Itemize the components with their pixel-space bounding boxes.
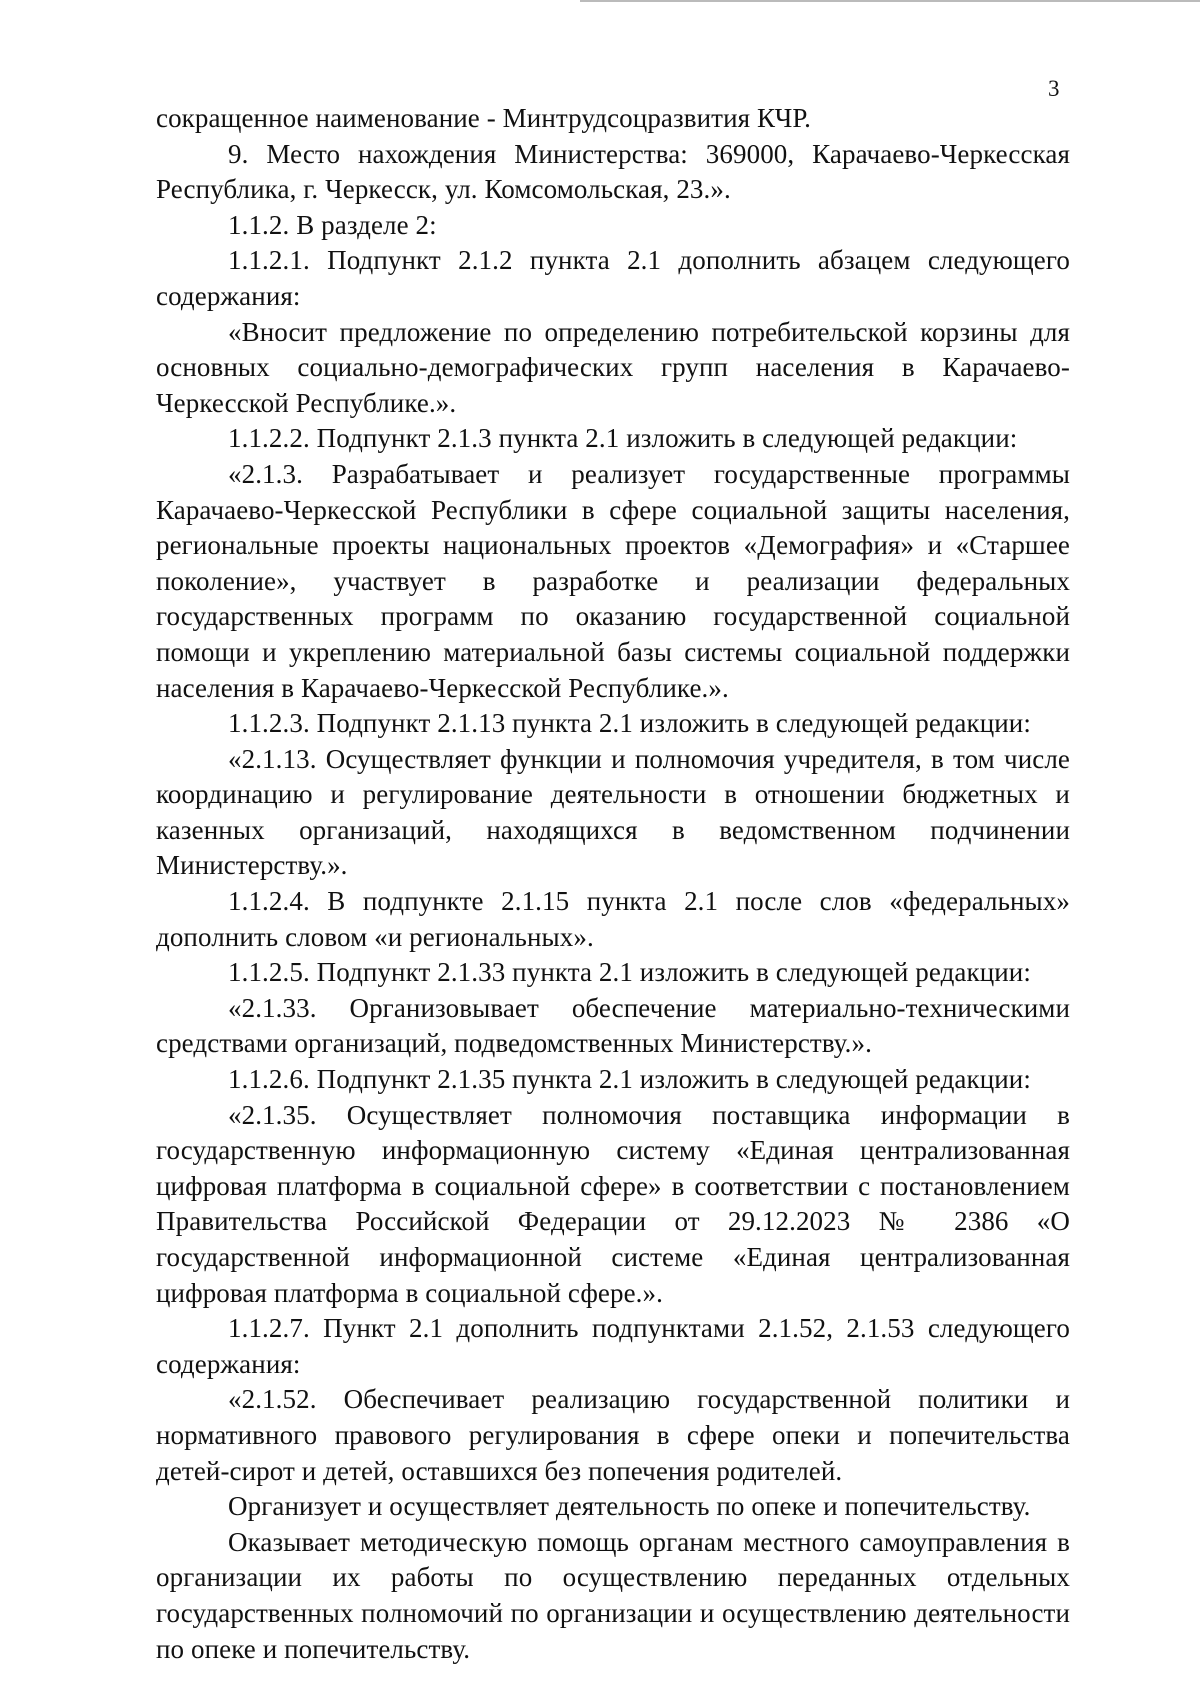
paragraph: «2.1.33. Организовывает обеспечение материально-техническими средствами организаций, подведомственных Министерству.». bbox=[156, 992, 1070, 1059]
paragraph: 1.1.2.7. Пункт 2.1 дополнить подпунктами 2.1.52, 2.1.53 следующего содержания: bbox=[156, 1313, 1070, 1379]
page-number: 3 bbox=[1048, 76, 1060, 101]
paragraph: сокращенное наименование - Минтрудсоцразвития КЧР. bbox=[156, 103, 811, 133]
paragraph: Оказывает методическую помощь органам местного самоуправления в организации их работы по осуществлению переданных отдельных государственных полномочий по организации и осуществлению деятельности по опеке и попечительству. bbox=[156, 1526, 1070, 1664]
paragraph: «2.1.13. Осуществляет функции и полномочия учредителя, в том числе координацию и регулирование деятельности в отношении бюджетных и казенных организаций, находящихся в ведомственном подчинении Министерству.». bbox=[156, 743, 1070, 881]
paragraph: 1.1.2.1. Подпункт 2.1.2 пункта 2.1 дополнить абзацем следующего содержания: bbox=[156, 245, 1070, 311]
paragraph: 1.1.2.6. Подпункт 2.1.35 пункта 2.1 изложить в следующей редакции: bbox=[228, 1064, 1031, 1095]
scan-edge-line bbox=[580, 0, 1200, 2]
paragraph: 1.1.2. В разделе 2: bbox=[228, 209, 437, 240]
paragraph: 1.1.2.5. Подпункт 2.1.33 пункта 2.1 изложить в следующей редакции: bbox=[228, 957, 1031, 988]
paragraph: «2.1.3. Разрабатывает и реализует государственные программы Карачаево-Черкесской Республики в сфере социальной защиты населения, региональные проекты национальных проектов «Демография» и «Старшее поколение», участвует в разработке и реализации федеральных государственных программ по оказанию государственной социальной помощи и укреплению материальной базы системы социальной поддержки населения в Карачаево-Черкесской Республике.». bbox=[156, 458, 1070, 703]
paragraph: 9. Место нахождения Министерства: 369000, Карачаево-Черкесская Республика, г. Черкесск, ул. Комсомольская, 23.». bbox=[156, 138, 1070, 205]
paragraph: «2.1.52. Обеспечивает реализацию государственной политики и нормативного правового регулирования в сфере опеки и попечительства детей-сирот и детей, оставшихся без попечения родителей. bbox=[156, 1384, 1070, 1486]
document-body bbox=[156, 101, 1070, 1667]
paragraph: 1.1.2.2. Подпункт 2.1.3 пункта 2.1 изложить в следующей редакции: bbox=[228, 423, 1018, 454]
paragraph: «2.1.35. Осуществляет полномочия поставщика информации в государственную информационную систему «Единая централизованная цифровая платформа в социальной сфере» в соответствии с постановлением Правительства Российской Федерации от 29.12.2023 № 2386 «О государственной информационной системе «Единая централизованная цифровая платформа в социальной сфере.». bbox=[156, 1099, 1070, 1308]
paragraph: 1.1.2.4. В подпункте 2.1.15 пункта 2.1 после слов «федеральных» дополнить словом «и региональных». bbox=[156, 886, 1070, 952]
paragraph: 1.1.2.3. Подпункт 2.1.13 пункта 2.1 изложить в следующей редакции: bbox=[228, 708, 1031, 739]
paragraph: «Вносит предложение по определению потребительской корзины для основных социально-демографических групп населения в Карачаево-Черкесской Республике.». bbox=[156, 316, 1070, 418]
paragraph: Организует и осуществляет деятельность по опеке и попечительству. bbox=[228, 1491, 1031, 1522]
